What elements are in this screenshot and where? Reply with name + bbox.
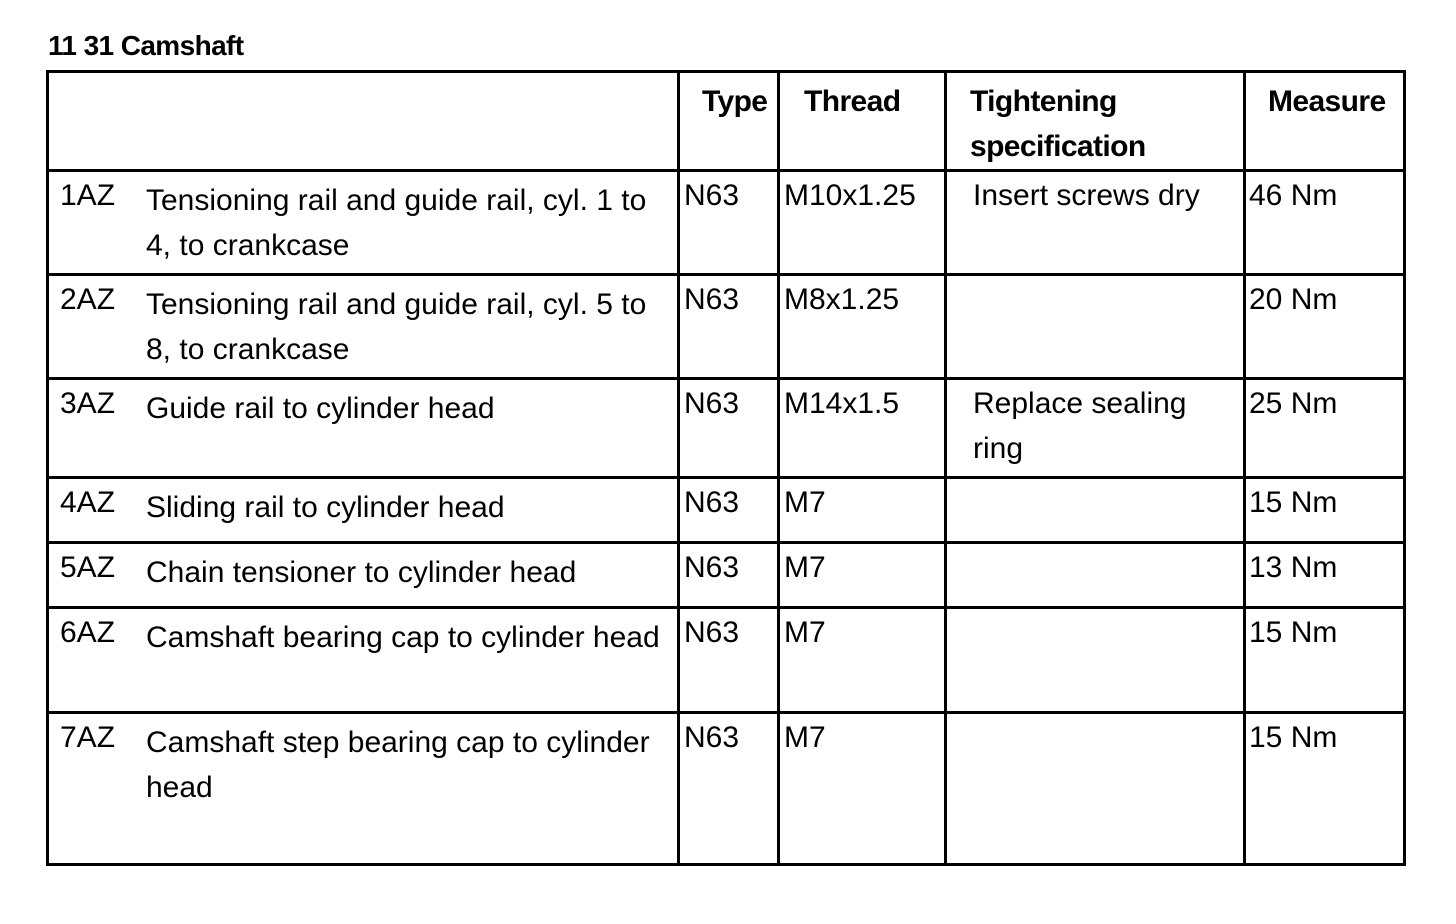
item-cell xyxy=(48,379,679,478)
item-cell xyxy=(48,543,679,608)
thread-cell: M8x1.25 xyxy=(779,275,946,379)
item-code: 7AZ xyxy=(60,721,116,754)
tightening-cell: Insert screws dry xyxy=(946,171,1245,275)
tightening-cell xyxy=(946,275,1245,379)
thread-cell: M7 xyxy=(779,478,946,543)
item-code: 5AZ xyxy=(60,551,116,584)
type-cell: N63 xyxy=(679,275,779,379)
table-row xyxy=(48,608,1405,713)
thread-cell: M7 xyxy=(779,543,946,608)
item-description: Tensioning rail and guide rail, cyl. 5 to 8, to crankcase xyxy=(146,288,647,366)
header-type: Type xyxy=(679,72,779,171)
type-cell: N63 xyxy=(679,478,779,543)
item-cell xyxy=(48,275,679,379)
item-cell xyxy=(48,478,679,543)
item-code: 2AZ xyxy=(60,283,116,316)
tightening-cell xyxy=(946,543,1245,608)
tightening-torque-table xyxy=(46,70,1406,866)
item-cell xyxy=(48,171,679,275)
measure-cell: 15 Nm xyxy=(1245,608,1405,713)
measure-cell: 20 Nm xyxy=(1245,275,1405,379)
measure-cell: 15 Nm xyxy=(1245,713,1405,865)
item-description: Guide rail to cylinder head xyxy=(146,392,495,425)
measure-cell: 15 Nm xyxy=(1245,478,1405,543)
header-tightening-specification: Tightening specification xyxy=(946,72,1245,171)
item-code: 6AZ xyxy=(60,616,116,649)
table-row xyxy=(48,379,1405,478)
header-thread: Thread xyxy=(779,72,946,171)
measure-cell: 46 Nm xyxy=(1245,171,1405,275)
tightening-cell xyxy=(946,713,1245,865)
measure-cell: 25 Nm xyxy=(1245,379,1405,478)
item-description: Tensioning rail and guide rail, cyl. 1 to 4, to crankcase xyxy=(146,184,647,262)
type-cell: N63 xyxy=(679,543,779,608)
header-measure: Measure xyxy=(1245,72,1405,171)
item-description: Camshaft step bearing cap to cylinder head xyxy=(146,726,650,804)
thread-cell: M7 xyxy=(779,713,946,865)
table-row xyxy=(48,543,1405,608)
table-row xyxy=(48,171,1405,275)
tightening-cell xyxy=(946,608,1245,713)
item-description: Sliding rail to cylinder head xyxy=(146,491,505,524)
type-cell: N63 xyxy=(679,379,779,478)
table-row xyxy=(48,713,1405,865)
thread-cell: M14x1.5 xyxy=(779,379,946,478)
type-cell: N63 xyxy=(679,608,779,713)
type-cell: N63 xyxy=(679,171,779,275)
item-code: 3AZ xyxy=(60,387,116,420)
item-cell xyxy=(48,713,679,865)
table-row xyxy=(48,275,1405,379)
type-cell: N63 xyxy=(679,713,779,865)
item-description: Chain tensioner to cylinder head xyxy=(146,556,577,589)
table-row xyxy=(48,478,1405,543)
thread-cell: M7 xyxy=(779,608,946,713)
item-code: 1AZ xyxy=(60,179,116,212)
tightening-cell: Replace sealing ring xyxy=(946,379,1245,478)
tightening-cell xyxy=(946,478,1245,543)
thread-cell: M10x1.25 xyxy=(779,171,946,275)
measure-cell: 13 Nm xyxy=(1245,543,1405,608)
header-item xyxy=(48,72,679,171)
table-header-row xyxy=(48,72,1405,171)
item-description: Camshaft bearing cap to cylinder head xyxy=(146,621,660,654)
document-title: 11 31 Camshaft xyxy=(48,30,244,61)
item-code: 4AZ xyxy=(60,486,116,519)
item-cell xyxy=(48,608,679,713)
